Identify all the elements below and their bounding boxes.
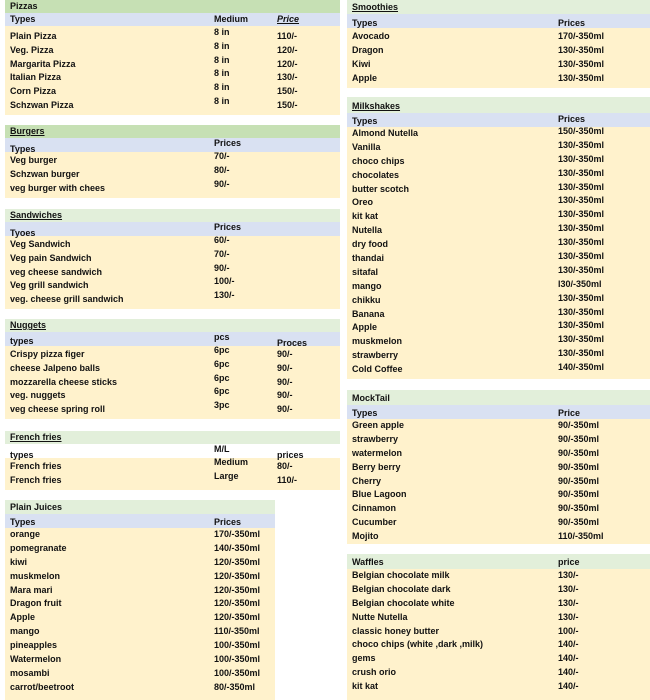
item-name: Nutte Nutella: [352, 611, 408, 622]
item-size: Medium: [214, 457, 249, 467]
item-price: 130/-350ml: [558, 237, 605, 248]
table-row: [5, 457, 340, 474]
item-price: 110/-350ml: [558, 531, 604, 542]
column-header: Types: [10, 144, 36, 154]
table-row: [5, 248, 340, 266]
item-price: 90/-350ml: [558, 503, 600, 514]
table-row: [347, 196, 650, 210]
table-row: [347, 308, 650, 322]
table-body: [5, 346, 340, 419]
column-header: types: [10, 336, 34, 346]
item-name: Veg grill sandwich: [10, 280, 89, 291]
item-name: Cinnamon: [352, 503, 396, 514]
item-price: 130/-350ml: [558, 139, 605, 150]
item-price: 120/-350ml: [214, 556, 261, 567]
item-size: 8 in: [214, 54, 230, 65]
item-pieces: 3pc: [214, 400, 230, 411]
mocktail-section: [347, 390, 650, 544]
table-row: [347, 155, 650, 169]
pizzas-section: [5, 0, 340, 115]
table-row: [5, 625, 275, 639]
item-name: Plain Pizza: [10, 31, 57, 41]
table-row: [347, 638, 650, 652]
table-row: [5, 164, 340, 182]
item-name: mosambi: [10, 667, 50, 678]
item-name: Berry berry: [352, 461, 401, 472]
item-price: 130/-350ml: [558, 58, 605, 69]
item-name: Margarita Pizza: [10, 58, 76, 69]
item-name: Watermelon: [10, 654, 62, 665]
item-name: Belgian chocolate milk: [352, 570, 450, 580]
table-header: [5, 514, 275, 528]
item-price: 90/-: [277, 404, 293, 415]
table-row: [5, 542, 275, 556]
item-name: veg burger with chees: [10, 182, 106, 193]
table-row: [347, 44, 650, 58]
item-name: orange: [10, 529, 41, 539]
item-name: choco chips: [352, 155, 405, 166]
item-price: 130/-: [558, 570, 579, 580]
item-price: 90/-: [277, 362, 293, 373]
section-title: French fries: [5, 431, 340, 444]
table-row: [347, 266, 650, 280]
item-name: Veg Sandwich: [10, 239, 71, 249]
item-price: 130/-: [277, 72, 298, 83]
table-body: [5, 458, 340, 490]
item-price: 130/-350ml: [558, 167, 605, 178]
table-row: [347, 611, 650, 625]
table-row: [347, 321, 650, 335]
table-row: [5, 386, 340, 403]
table-row: [347, 569, 650, 583]
table-row: [5, 681, 275, 695]
table-row: [347, 447, 650, 461]
item-price: 140/-: [558, 667, 579, 678]
plain-juices-section: [5, 500, 275, 700]
section-title: Sandwiches: [5, 209, 340, 222]
table-row: [5, 27, 340, 44]
item-price: 60/-: [214, 235, 230, 245]
item-price: 130/-350ml: [558, 223, 605, 234]
item-price: 130/-350ml: [558, 292, 605, 303]
item-price: 130/-350ml: [558, 320, 605, 331]
item-name: Mojito: [352, 531, 379, 542]
table-row: [5, 68, 340, 85]
item-price: 100/-350ml: [214, 640, 261, 651]
item-price: 90/-350ml: [558, 433, 600, 444]
item-name: muskmelon: [352, 336, 403, 347]
item-name: cheese Jalpeno balls: [10, 362, 101, 373]
table-row: [347, 475, 650, 489]
item-price: 90/-350ml: [558, 461, 600, 472]
french-fries-section: [5, 431, 340, 490]
table-row: [347, 583, 650, 597]
table-row: [347, 419, 650, 433]
item-name: Veg burger: [10, 155, 58, 165]
item-name: strawberry: [352, 433, 399, 444]
table-header: [5, 444, 340, 458]
item-name: butter scotch: [352, 183, 410, 194]
column-header: Medium: [214, 14, 249, 24]
table-body: [5, 26, 340, 115]
item-name: kit kat: [352, 211, 379, 222]
item-name: sitafal: [352, 266, 379, 277]
table-row: [347, 530, 650, 544]
item-price: 120/-350ml: [214, 598, 261, 609]
table-row: [347, 210, 650, 224]
column-header: Types: [352, 116, 378, 126]
waffles-section: [347, 554, 650, 700]
item-name: pomegranate: [10, 542, 67, 553]
table-row: [347, 141, 650, 155]
column-header: price: [558, 557, 580, 567]
column-header: Prices: [214, 138, 242, 148]
table-header: [5, 13, 340, 26]
column-header: Prices: [214, 222, 242, 232]
table-row: [347, 488, 650, 502]
table-header: [347, 405, 650, 419]
item-name: crush orio: [352, 667, 397, 678]
table-row: [347, 461, 650, 475]
item-name: Cold Coffee: [352, 364, 403, 375]
item-name: Belgian chocolate white: [352, 597, 455, 608]
item-size: 8 in: [214, 40, 230, 51]
item-name: Blue Lagoon: [352, 489, 407, 500]
item-name: chocolates: [352, 169, 400, 180]
column-header: M/L: [214, 444, 230, 454]
item-name: Almond Nutella: [352, 128, 419, 138]
table-row: [5, 54, 340, 72]
item-name: strawberry: [352, 350, 399, 361]
column-header: Price: [277, 14, 300, 24]
item-price: l30/-350ml: [558, 278, 602, 289]
table-body: [5, 236, 340, 309]
item-name: Oreo: [352, 197, 374, 208]
item-name: mango: [352, 280, 382, 291]
item-price: 130/-: [214, 290, 235, 301]
table-row: [347, 72, 650, 86]
item-price: 150/-350ml: [558, 126, 605, 136]
item-name: Schzwan Pizza: [10, 99, 74, 110]
item-price: 140/-350ml: [214, 542, 261, 553]
item-name: carrot/beetroot: [10, 681, 75, 692]
item-price: 120/-: [277, 44, 298, 55]
table-row: [347, 652, 650, 666]
item-price: 80/-: [277, 461, 293, 471]
column-header: Types: [10, 517, 36, 527]
item-price: 140/-: [558, 639, 579, 650]
item-pieces: 6pc: [214, 372, 230, 383]
table-row: [5, 151, 340, 168]
item-price: 90/-350ml: [558, 489, 600, 500]
smoothies-section: [347, 0, 650, 88]
item-size: 8 in: [214, 68, 230, 79]
table-row: [347, 127, 650, 141]
table-row: [347, 58, 650, 72]
table-row: [5, 372, 340, 390]
item-price: 90/-350ml: [558, 475, 600, 486]
item-name: watermelon: [352, 447, 403, 458]
table-header: [347, 113, 650, 127]
item-price: 140/-: [558, 681, 579, 692]
section-title: Nuggets: [5, 319, 340, 332]
section-title: Burgers: [5, 125, 340, 138]
item-price: 130/-: [558, 611, 579, 622]
table-row: [347, 363, 650, 377]
item-pieces: 6pc: [214, 358, 230, 369]
item-price: 150/-: [277, 86, 298, 97]
table-row: [347, 666, 650, 680]
item-name: veg. nuggets: [10, 390, 66, 401]
item-price: 90/-: [277, 390, 293, 401]
milkshakes-section: [347, 97, 650, 379]
item-price: 70/-: [214, 248, 230, 259]
item-price: 80/-350ml: [214, 681, 256, 692]
item-price: 130/-: [558, 583, 579, 594]
table-row: [347, 625, 650, 639]
table-body: [347, 569, 650, 700]
item-price: 150/-: [277, 99, 298, 110]
item-price: 90/-: [277, 376, 293, 387]
section-title: Pizzas: [5, 0, 340, 13]
table-header: [347, 14, 650, 28]
table-row: [5, 528, 275, 542]
table-body: [5, 528, 275, 700]
table-row: [347, 280, 650, 294]
item-price: 90/-350ml: [558, 447, 600, 458]
column-header: Prices: [558, 18, 586, 28]
item-name: Apple: [10, 612, 36, 623]
table-row: [347, 238, 650, 252]
item-price: 120/-350ml: [214, 612, 261, 623]
table-header: [5, 222, 340, 236]
table-row: [347, 516, 650, 530]
item-price: 170/-350ml: [214, 529, 261, 539]
item-price: 130/-350ml: [558, 44, 605, 55]
table-header: [5, 138, 340, 152]
table-row: [5, 584, 275, 598]
table-row: [347, 30, 650, 44]
column-header: Proces: [277, 338, 308, 348]
table-body: [347, 28, 650, 88]
item-price: 80/-: [214, 164, 230, 175]
item-price: 130/-350ml: [558, 264, 605, 275]
item-name: French fries: [10, 474, 62, 485]
item-price: 120/-: [277, 58, 298, 69]
item-name: Nutella: [352, 225, 383, 236]
item-name: kiwi: [10, 556, 28, 567]
item-pieces: 6pc: [214, 386, 230, 397]
item-name: thandai: [352, 253, 385, 264]
item-price: 120/-350ml: [214, 584, 261, 595]
item-name: mango: [10, 626, 40, 637]
table-body: [347, 127, 650, 379]
section-title: Plain Juices: [5, 500, 275, 514]
item-name: Belgian chocolate dark: [352, 583, 451, 594]
item-name: Cucumber: [352, 517, 397, 528]
item-name: Mara mari: [10, 584, 53, 595]
item-name: Apple: [352, 72, 378, 83]
item-price: 130/-350ml: [558, 251, 605, 262]
column-header: Prices: [214, 517, 242, 527]
table-row: [347, 680, 650, 694]
column-header: Tyoes: [10, 228, 36, 238]
table-row: [5, 95, 340, 113]
table-row: [347, 252, 650, 266]
table-row: [5, 470, 340, 488]
sandwiches-section: [5, 209, 340, 309]
item-name: Veg pain Sandwich: [10, 252, 92, 263]
table-header: [5, 332, 340, 346]
table-row: [5, 290, 340, 307]
item-name: choco chips (white ,dark ,milk): [352, 639, 484, 650]
item-name: veg cheese sandwich: [10, 266, 103, 277]
item-name: classic honey butter: [352, 625, 440, 636]
item-name: mozzarella cheese sticks: [10, 376, 118, 387]
item-name: Banana: [352, 308, 385, 319]
table-row: [5, 570, 275, 584]
table-row: [347, 224, 650, 238]
item-size: 8 in: [214, 27, 230, 37]
item-price: 130/-: [558, 597, 579, 608]
item-price: 90/-350ml: [558, 517, 600, 528]
table-row: [5, 556, 275, 570]
table-row: [5, 276, 340, 293]
table-row: [5, 82, 340, 99]
table-row: [5, 235, 340, 252]
item-name: pineapples: [10, 640, 58, 651]
column-header: Price: [558, 408, 581, 418]
table-row: [5, 639, 275, 653]
column-header: Types: [352, 408, 378, 418]
item-price: 130/-350ml: [558, 334, 605, 345]
item-price: 100/-: [558, 625, 579, 636]
table-row: [347, 335, 650, 349]
item-price: 90/-350ml: [558, 420, 600, 430]
item-name: Corn Pizza: [10, 86, 57, 97]
item-price: 130/-350ml: [558, 306, 605, 317]
item-name: muskmelon: [10, 570, 61, 581]
column-header: Prices: [558, 114, 586, 124]
item-price: 90/-: [214, 262, 230, 273]
item-price: 100/-350ml: [214, 654, 261, 665]
item-size: 8 in: [214, 82, 230, 93]
item-name: Kiwi: [352, 58, 371, 69]
burgers-section: [5, 125, 340, 198]
table-row: [347, 502, 650, 516]
table-row: [347, 349, 650, 363]
item-name: veg. cheese grill sandwich: [10, 294, 124, 305]
item-name: Vanilla: [352, 141, 381, 152]
table-row: [5, 667, 275, 681]
table-row: [5, 653, 275, 667]
item-price: 130/-350ml: [558, 209, 605, 220]
table-row: [5, 178, 340, 196]
item-price: 70/-: [214, 151, 230, 161]
table-body: [5, 152, 340, 198]
column-header: Types: [352, 18, 378, 28]
item-price: 130/-350ml: [558, 72, 605, 83]
nuggets-section: [5, 319, 340, 419]
item-name: Italian Pizza: [10, 72, 62, 83]
item-price: 100/-350ml: [214, 667, 261, 678]
item-price: 110/-: [277, 31, 298, 41]
item-name: kit kat: [352, 681, 379, 692]
item-name: Apple: [352, 322, 378, 333]
item-price: 130/-350ml: [558, 153, 605, 164]
table-row: [347, 183, 650, 197]
item-name: Schzwan burger: [10, 168, 80, 179]
column-header: pcs: [214, 332, 230, 342]
table-row: [347, 169, 650, 183]
item-name: Dragon fruit: [10, 598, 62, 609]
item-name: veg cheese spring roll: [10, 404, 106, 415]
section-title: MockTail: [347, 390, 650, 405]
item-name: Dragon: [352, 44, 384, 55]
item-size: 8 in: [214, 95, 230, 106]
item-price: 90/-: [214, 178, 230, 189]
item-name: dry food: [352, 239, 388, 250]
table-row: [5, 262, 340, 280]
table-row: [5, 611, 275, 625]
item-price: 110/-: [277, 474, 298, 485]
item-price: 120/-350ml: [214, 570, 261, 581]
item-name: French fries: [10, 461, 62, 471]
item-name: Green apple: [352, 420, 405, 430]
table-row: [5, 597, 275, 611]
section-title: Waffles price: [347, 554, 650, 569]
item-price: 110/-350ml: [214, 626, 260, 637]
table-row: [347, 294, 650, 308]
item-name: chikku: [352, 294, 381, 305]
item-price: 90/-: [277, 349, 293, 359]
table-row: [5, 345, 340, 362]
item-name: gems: [352, 653, 376, 664]
item-price: 170/-350ml: [558, 31, 605, 41]
table-body: [347, 419, 650, 544]
column-header: prices: [277, 450, 304, 460]
item-price: 130/-350ml: [558, 348, 605, 359]
item-price: 140/-: [558, 653, 579, 664]
table-row: [5, 358, 340, 376]
item-size: Large: [214, 470, 239, 481]
item-name: Cherry: [352, 475, 382, 486]
item-price: 130/-350ml: [558, 195, 605, 206]
item-price: 130/-350ml: [558, 181, 605, 192]
item-name: Avocado: [352, 31, 390, 41]
table-row: [5, 400, 340, 417]
section-title: Smoothies: [347, 0, 650, 14]
table-row: [5, 40, 340, 58]
item-name: Crispy pizza figer: [10, 349, 85, 359]
item-pieces: 6pc: [214, 345, 230, 355]
table-row: [347, 597, 650, 611]
table-row: [347, 433, 650, 447]
item-price: 140/-350ml: [558, 362, 605, 373]
column-header: Types: [10, 14, 36, 24]
section-title: Milkshakes: [347, 97, 650, 113]
column-header: types: [10, 450, 34, 460]
item-name: Veg. Pizza: [10, 44, 54, 55]
item-price: 100/-: [214, 276, 235, 287]
